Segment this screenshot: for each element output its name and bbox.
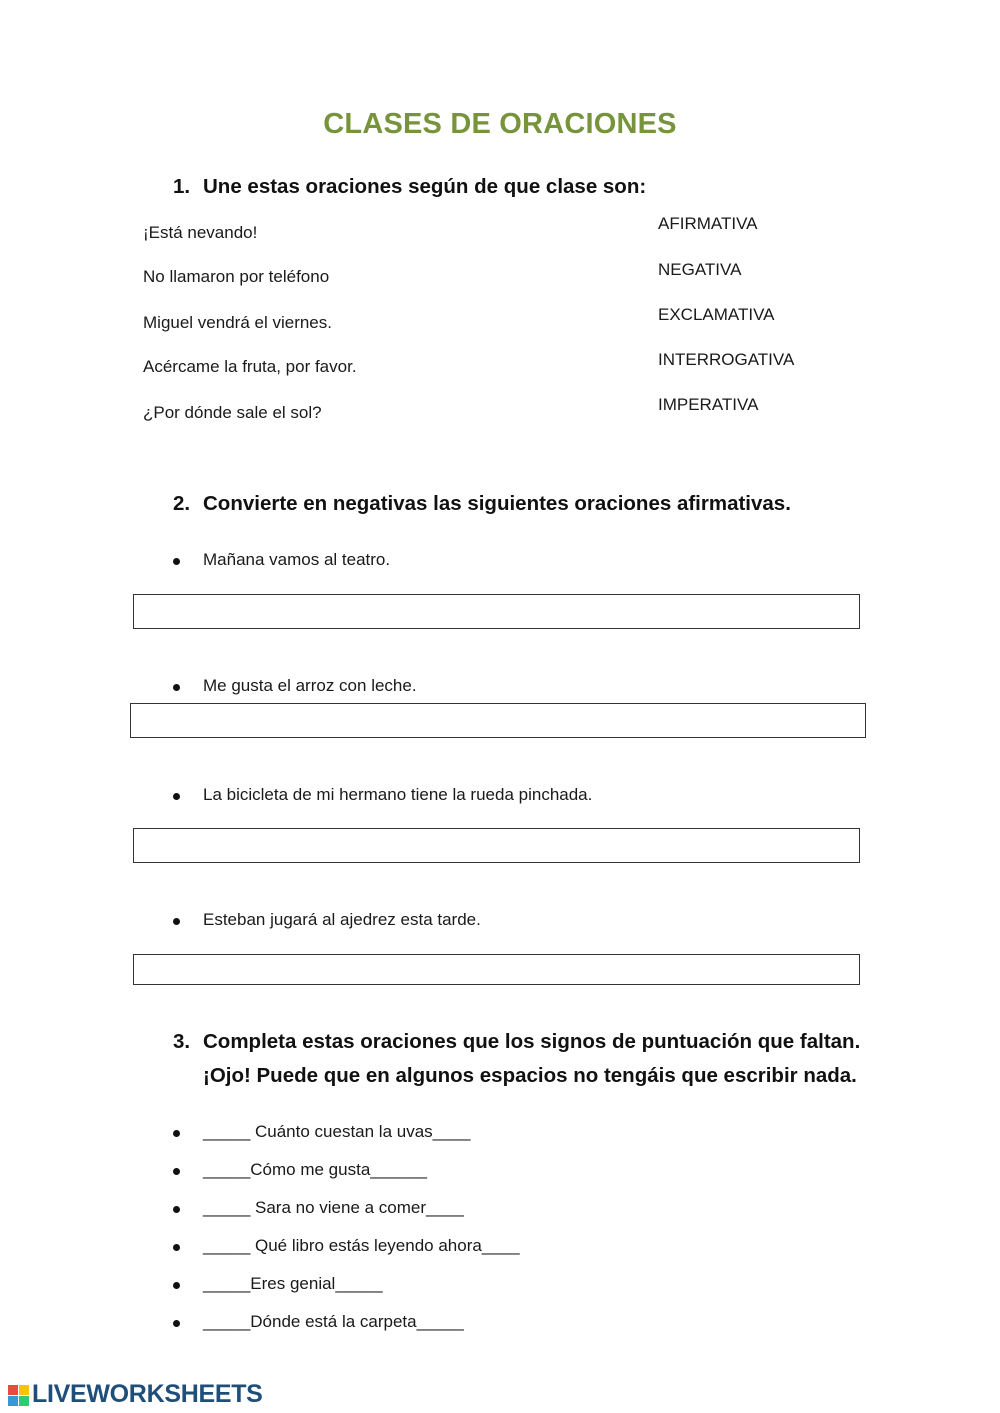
bullet-icon — [173, 1130, 180, 1137]
bullet-icon — [173, 1320, 180, 1327]
punctuation-sentence[interactable]: _____ Qué libro estás leyendo ahora____ — [203, 1236, 520, 1255]
bullet-icon — [173, 558, 180, 565]
liveworksheets-logo-text: LIVEWORKSHEETS — [32, 1380, 263, 1408]
answer-input[interactable] — [130, 703, 866, 738]
bullet-icon — [173, 1206, 180, 1213]
section-3-heading-text: Completa estas oraciones que los signos de puntuación que faltan. — [203, 1030, 861, 1053]
match-class[interactable]: INTERROGATIVA — [658, 350, 795, 369]
match-sentence[interactable]: ¿Por dónde sale el sol? — [143, 403, 322, 422]
bullet-icon — [173, 684, 180, 691]
section-2-number: 2. — [173, 492, 191, 515]
punctuation-sentence[interactable]: _____Cómo me gusta______ — [203, 1160, 427, 1179]
answer-input[interactable] — [133, 828, 860, 863]
section-1-heading-text: Une estas oraciones según de que clase son: — [203, 175, 647, 198]
page-title: CLASES DE ORACIONES — [323, 108, 677, 140]
match-class[interactable]: IMPERATIVA — [658, 395, 759, 414]
bullet-icon — [173, 1168, 180, 1175]
section-3-number: 3. — [173, 1030, 191, 1053]
match-class[interactable]: NEGATIVA — [658, 260, 742, 279]
affirmative-sentence: La bicicleta de mi hermano tiene la rueda pinchada. — [203, 785, 593, 804]
affirmative-sentence: Mañana vamos al teatro. — [203, 550, 391, 569]
match-sentence[interactable]: Acércame la fruta, por favor. — [143, 357, 357, 376]
match-sentence[interactable]: No llamaron por teléfono — [143, 267, 330, 286]
section-1-number: 1. — [173, 175, 191, 198]
answer-input[interactable] — [133, 594, 860, 629]
bullet-icon — [173, 1282, 180, 1289]
match-sentence[interactable]: ¡Está nevando! — [143, 223, 258, 242]
punctuation-sentence[interactable]: _____Eres genial_____ — [203, 1274, 383, 1293]
punctuation-sentence[interactable]: _____ Sara no viene a comer____ — [203, 1198, 464, 1217]
affirmative-sentence: Esteban jugará al ajedrez esta tarde. — [203, 910, 481, 929]
punctuation-sentence[interactable]: _____Dónde está la carpeta_____ — [203, 1312, 464, 1331]
bullet-icon — [173, 918, 180, 925]
bullet-icon — [173, 793, 180, 800]
section-3-heading-text-2: ¡Ojo! Puede que en algunos espacios no tengáis que escribir nada. — [203, 1064, 857, 1087]
bullet-icon — [173, 1244, 180, 1251]
punctuation-sentence[interactable]: _____ Cuánto cuestan la uvas____ — [203, 1122, 471, 1141]
section-2-heading-text: Convierte en negativas las siguientes oraciones afirmativas. — [203, 492, 791, 515]
liveworksheets-logo-icon — [8, 1385, 30, 1407]
answer-input[interactable] — [133, 954, 860, 985]
match-class[interactable]: AFIRMATIVA — [658, 214, 758, 233]
match-sentence[interactable]: Miguel vendrá el viernes. — [143, 313, 332, 332]
affirmative-sentence: Me gusta el arroz con leche. — [203, 676, 417, 695]
match-class[interactable]: EXCLAMATIVA — [658, 305, 775, 324]
